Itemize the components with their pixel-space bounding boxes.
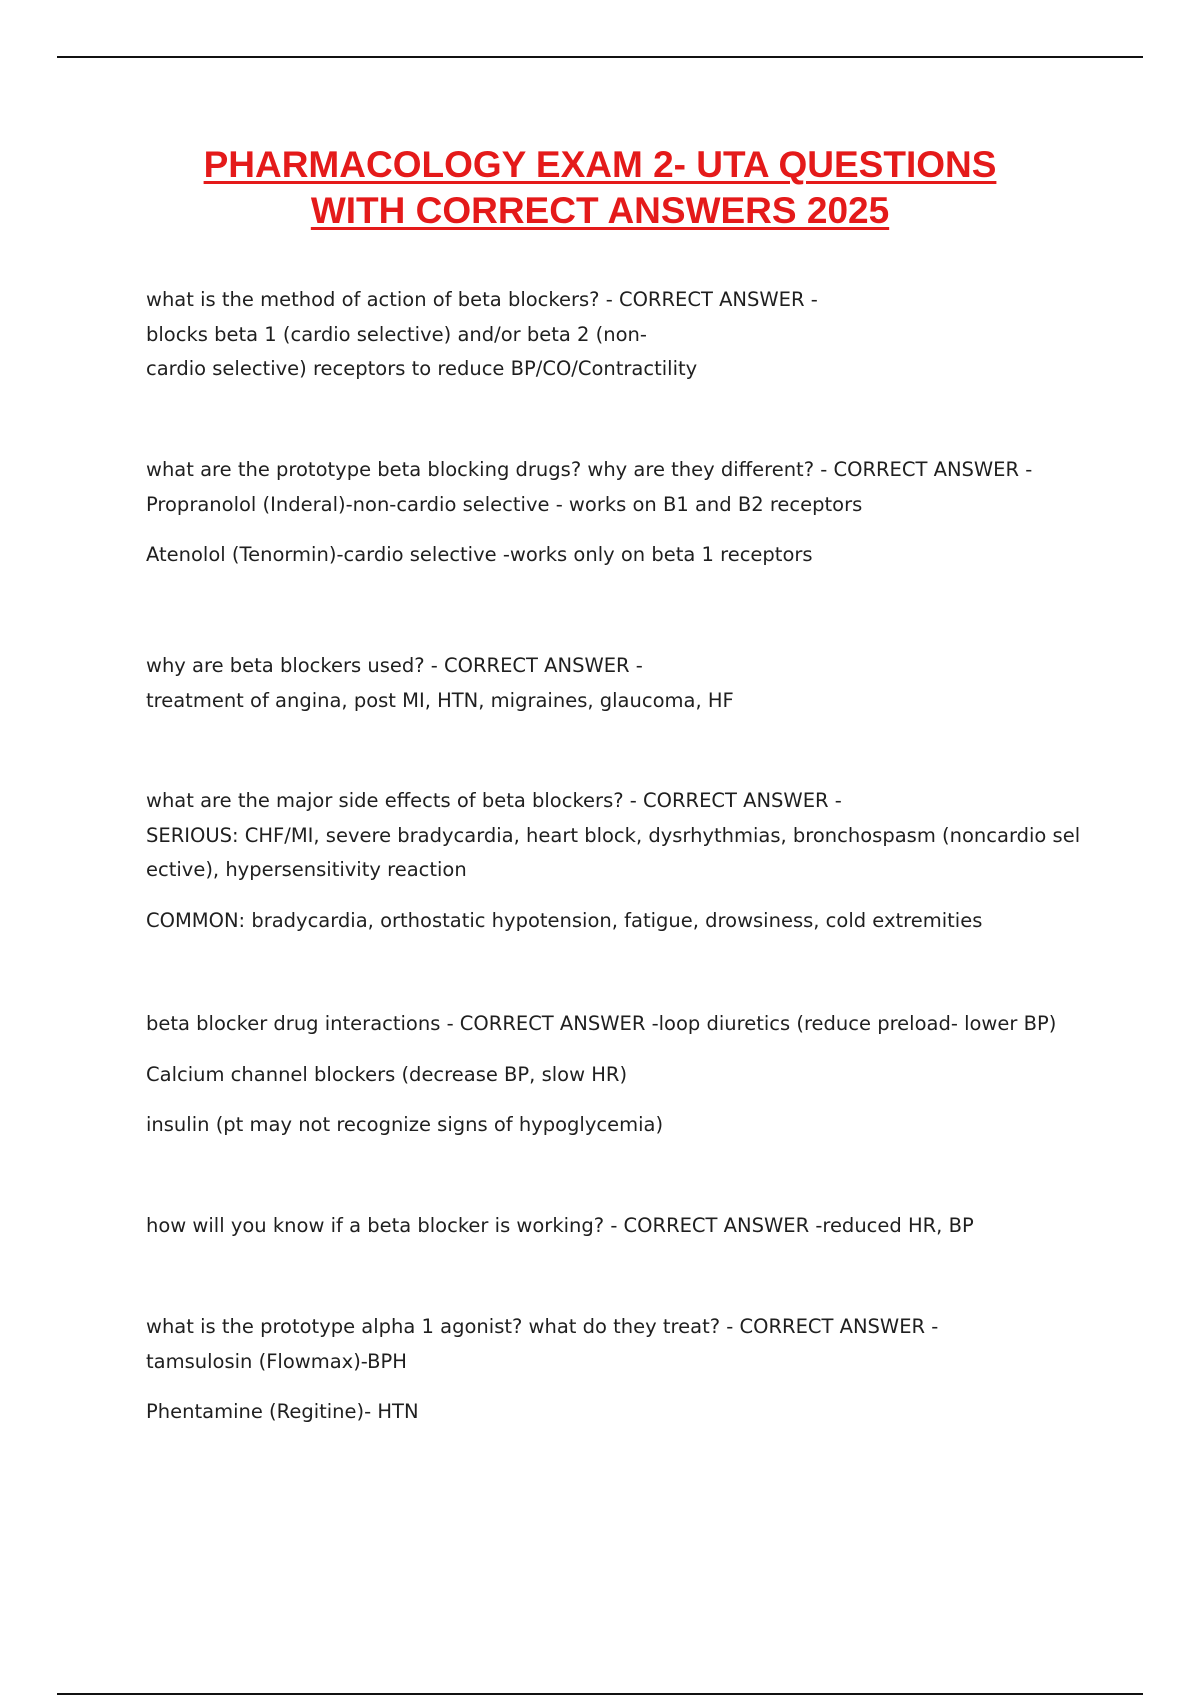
qa-item-1 [146, 283, 818, 387]
qa-item-2-paragraph-2: Atenolol (Tenormin)-cardio selective -works only on beta 1 receptors [146, 543, 813, 566]
qa-item-3-paragraph-1: why are beta blockers used? - CORRECT ANSWER - treatment of angina, post MI, HTN, migraines, glaucoma, HF [146, 654, 734, 712]
qa-item-5 [146, 1007, 1056, 1143]
qa-item-2 [146, 453, 1032, 573]
document-title-line-2: WITH CORRECT ANSWERS 2025 [310, 190, 890, 231]
document-title [80, 142, 1120, 234]
bottom-rule [57, 1693, 1143, 1695]
qa-item-1-paragraph-1: what is the method of action of beta blockers? - CORRECT ANSWER - blocks beta 1 (cardio selective) and/or beta 2 (non- cardio selective) receptors to reduce BP/CO/Contractility [146, 288, 818, 380]
qa-item-7-paragraph-1: what is the prototype alpha 1 agonist? what do they treat? - CORRECT ANSWER - tamsulosin (Flowmax)-BPH [146, 1315, 939, 1373]
qa-item-5-paragraph-2: Calcium channel blockers (decrease BP, slow HR) [146, 1062, 628, 1086]
qa-item-7-paragraph-2: Phentamine (Regitine)- HTN [146, 1400, 419, 1423]
top-rule [57, 56, 1143, 58]
qa-item-5-paragraph-3: insulin (pt may not recognize signs of hypoglycemia) [146, 1113, 664, 1136]
qa-item-4-paragraph-2: COMMON: bradycardia, orthostatic hypotension, fatigue, drowsiness, cold extremities [146, 908, 983, 932]
qa-item-4 [146, 784, 1080, 938]
qa-item-3 [146, 649, 734, 718]
document-title-line-1: PHARMACOLOGY EXAM 2- UTA QUESTIONS [203, 144, 997, 185]
qa-item-2-paragraph-1: what are the prototype beta blocking drugs? why are they different? - CORRECT ANSWER - Propranolol (Inderal)-non-cardio selective - works on B1 and B2 receptors [146, 458, 1033, 516]
qa-item-7 [146, 1310, 938, 1430]
qa-item-6-paragraph-1: how will you know if a beta blocker is working? - CORRECT ANSWER -reduced HR, BP [146, 1214, 974, 1237]
qa-item-4-paragraph-1: what are the major side effects of beta blockers? - CORRECT ANSWER - SERIOUS: CHF/MI, severe bradycardia, heart block, dysrhythmias, bronchospasm (noncardio sel ective), hypersensitivity reaction [146, 789, 1081, 881]
qa-item-6 [146, 1209, 974, 1244]
qa-item-5-paragraph-1: beta blocker drug interactions - CORRECT ANSWER -loop diuretics (reduce preload- lower BP) [146, 1012, 1057, 1035]
